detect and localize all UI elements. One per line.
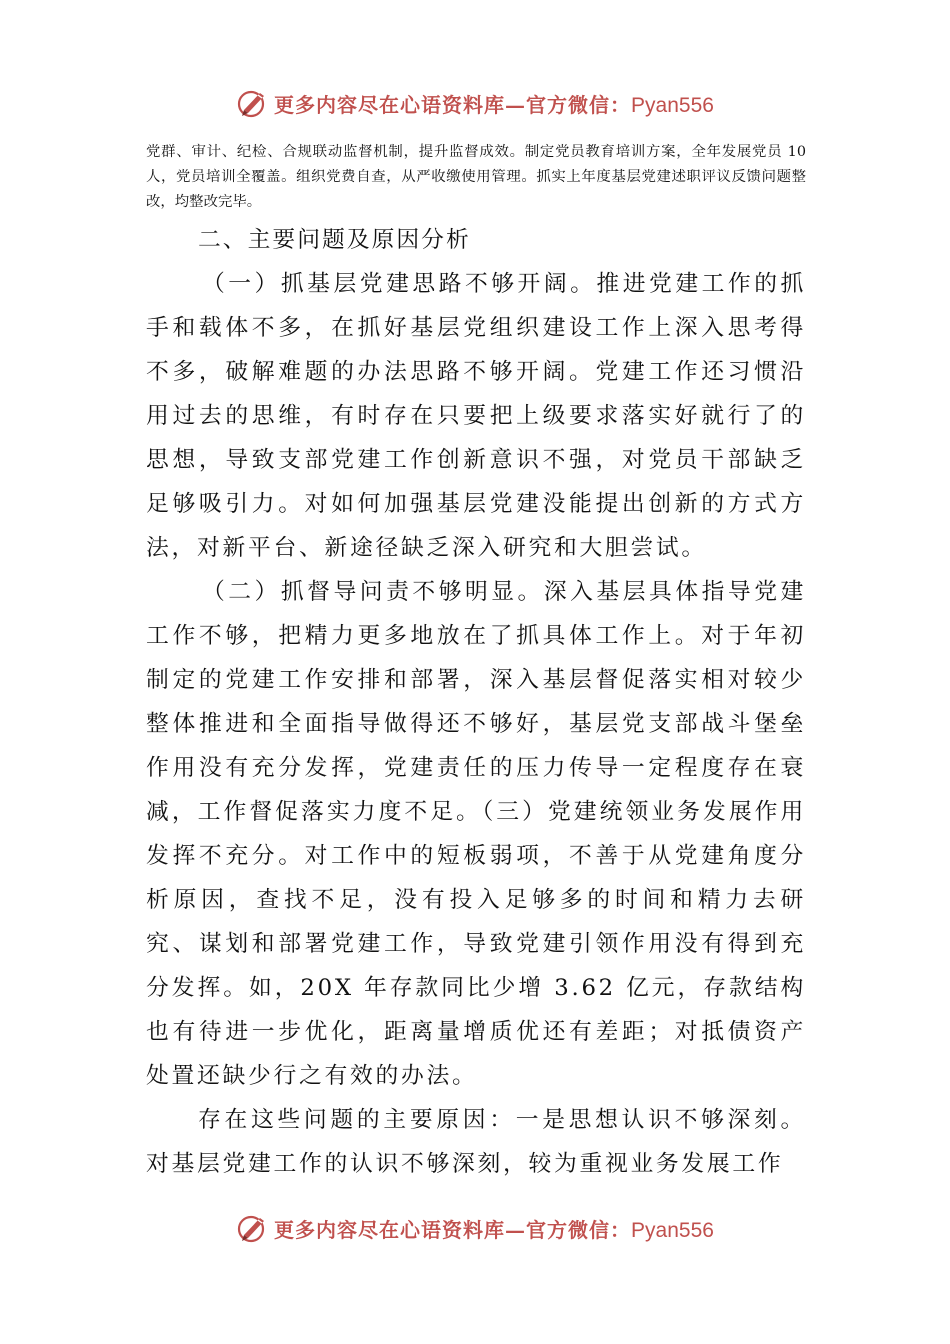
- watermark-text: 更多内容尽在心语资料库—官方微信：Pyan556: [274, 92, 714, 117]
- paragraph-issue-2: （二）抓督导问责不够明显。深入基层具体指导党建工作不够，把精力更多地放在了抓具体工作上。对于年初制定的党建工作安排和部署，深入基层督促落实相对较少整体推进和全面指导做得还不够好，基层党支部战斗堡垒作用没有充分发挥，党建责任的压力传导一定程度存在衰减，工作督促落实力度不足。（三）党建统领业务发展作用发挥不充分。对工作中的短板弱项，不善于从党建角度分析原因，查找不足，没有投入足够多的时间和精力去研究、谋划和部署党建工作，导致党建引领作用没有得到充分发挥。如，20X 年存款同比少增 3.62 亿元，存款结构也有待进一步优化，距离量增质优还有差距；对抵债资产处置还缺少行之有效的办法。: [146, 579, 806, 1089]
- section-heading: 二、主要问题及原因分析: [198, 227, 471, 253]
- pen-logo-icon: [236, 1211, 270, 1245]
- paragraph-causes: 存在这些问题的主要原因：一是思想认识不够深刻。对基层党建工作的认识不够深刻，较为重视业务发展工作: [146, 1107, 806, 1177]
- pen-logo-icon: [236, 86, 270, 120]
- paragraph-continued: 党群、审计、纪检、合规联动监督机制，提升监督成效。制定党员教育培训方案，全年发展党员 10 人，党员培训全覆盖。组织党费自查，从严收缴使用管理。抓实上年度基层党建述职评议反馈问题整改，均整改完毕。: [146, 144, 806, 210]
- watermark-header: [0, 78, 950, 128]
- watermark-text: 更多内容尽在心语资料库—官方微信：Pyan556: [274, 1217, 714, 1242]
- document-body: [146, 140, 806, 1186]
- paragraph-issue-1: （一）抓基层党建思路不够开阔。推进党建工作的抓手和载体不多，在抓好基层党组织建设工作上深入思考得不多，破解难题的办法思路不够开阔。党建工作还习惯沿用过去的思维，有时存在只要把上级要求落实好就行了的思想，导致支部党建工作创新意识不强，对党员干部缺乏足够吸引力。对如何加强基层党建没能提出创新的方式方法，对新平台、新途径缺乏深入研究和大胆尝试。: [146, 271, 806, 561]
- watermark-footer: [0, 1203, 950, 1253]
